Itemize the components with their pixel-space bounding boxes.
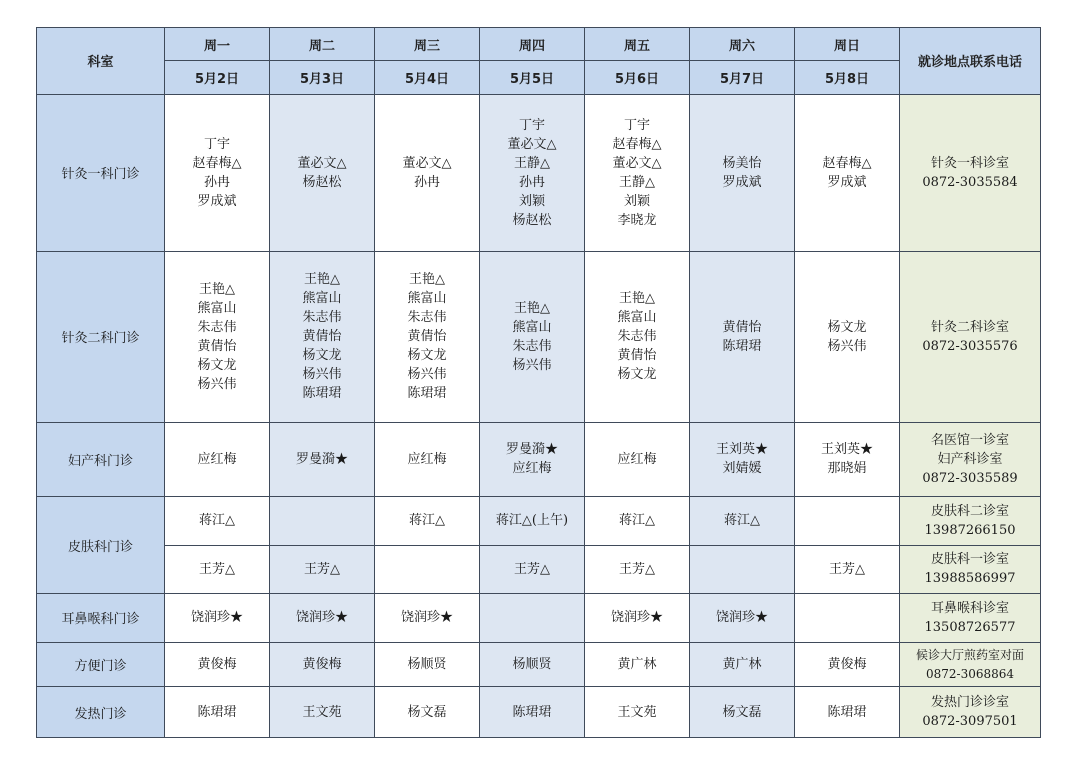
location-cell: [900, 545, 1041, 594]
schedule-cell: [165, 94, 270, 251]
schedule-cell: [375, 422, 480, 496]
schedule-cell: [690, 251, 795, 422]
doctor-name: 罗成斌: [197, 193, 237, 209]
location-cell: [900, 496, 1041, 545]
schedule-cell: 蒋江△: [375, 496, 480, 545]
schedule-cell: 陈珺珺: [795, 687, 900, 738]
clinic-location: 针灸一科诊室: [930, 155, 1009, 171]
location-cell: [900, 251, 1041, 422]
location-cell: [900, 594, 1041, 643]
schedule-cell: [480, 94, 585, 251]
schedule-cell: 饶润珍★: [270, 594, 375, 643]
schedule-cell: 蒋江△(上午): [480, 496, 585, 545]
weekday-header: 周日: [795, 28, 900, 61]
date-header: 5月2日: [165, 61, 270, 94]
date-header: 5月4日: [375, 61, 480, 94]
date-header: 5月8日: [795, 61, 900, 94]
doctor-name: 熊富山: [617, 310, 657, 326]
clinic-location: 候诊大厅煎药室对面: [915, 647, 1024, 662]
schedule-cell: 王文苑: [585, 687, 690, 738]
weekday-header: 周一: [165, 28, 270, 61]
dept-name: 皮肤科门诊: [37, 496, 165, 593]
schedule-cell: [270, 422, 375, 496]
contact-phone: 13988586997: [924, 571, 1016, 587]
doctor-name: 黄倩怡: [722, 319, 762, 335]
clinic-location: 妇产科诊室: [937, 451, 1003, 467]
schedule-row: [37, 496, 1041, 545]
weekday-header: 周四: [480, 28, 585, 61]
doctor-name: 应红梅: [197, 451, 237, 467]
schedule-row: [37, 251, 1041, 422]
schedule-cell: [585, 422, 690, 496]
date-header: 5月6日: [585, 61, 690, 94]
schedule-cell: [585, 251, 690, 422]
schedule-row: [37, 687, 1041, 738]
schedule-cell: 黄俊梅: [270, 642, 375, 687]
date-header: 5月5日: [480, 61, 585, 94]
schedule-cell: [480, 422, 585, 496]
contact-phone: 0872-3068864: [925, 666, 1015, 681]
date-header: 5月3日: [270, 61, 375, 94]
schedule-cell: 饶润珍★: [585, 594, 690, 643]
schedule-cell: [165, 422, 270, 496]
dept-name: 针灸一科门诊: [37, 94, 165, 251]
doctor-name: 丁宇: [623, 117, 650, 133]
doctor-name: 陈珺珺: [722, 338, 762, 354]
doctor-name: 赵春梅△: [612, 136, 662, 152]
schedule-cell: [795, 496, 900, 545]
doctor-name: 王刘英★: [715, 442, 768, 458]
schedule-cell: 王文苑: [270, 687, 375, 738]
schedule-cell: 杨顺贤: [375, 642, 480, 687]
doctor-name: 那晓娟: [827, 461, 867, 477]
schedule-cell: [795, 251, 900, 422]
contact-phone: 0872-3035584: [922, 174, 1018, 190]
dept-name: 妇产科门诊: [37, 422, 165, 496]
doctor-name: 王艳△: [619, 291, 655, 307]
doctor-name: 应红梅: [407, 451, 447, 467]
clinic-location: 名医馆一诊室: [930, 432, 1009, 448]
doctor-name: 陈珺珺: [302, 386, 342, 402]
doctor-name: 罗曼漪★: [295, 451, 348, 467]
schedule-cell: 黄俊梅: [795, 642, 900, 687]
doctor-name: 杨文龙: [827, 319, 867, 335]
doctor-name: 丁宇: [203, 136, 230, 152]
schedule-cell: [270, 496, 375, 545]
contact-phone: 0872-3035576: [922, 338, 1018, 354]
contact-phone: 0872-3097501: [922, 714, 1018, 730]
doctor-name: 杨文龙: [197, 357, 237, 373]
doctor-name: 罗成斌: [722, 174, 762, 190]
doctor-name: 杨兴伟: [512, 357, 552, 373]
schedule-cell: 饶润珍★: [375, 594, 480, 643]
contact-header: 就诊地点联系电话: [900, 28, 1041, 95]
schedule-cell: 饶润珍★: [165, 594, 270, 643]
schedule-cell: 蒋江△: [690, 496, 795, 545]
doctor-name: 董必文△: [612, 155, 662, 171]
schedule-cell: 陈珺珺: [165, 687, 270, 738]
clinic-location: 耳鼻喉科诊室: [930, 600, 1009, 616]
doctor-name: 应红梅: [617, 451, 657, 467]
doctor-name: 熊富山: [512, 319, 552, 335]
clinic-location: 发热门诊诊室: [930, 695, 1009, 711]
doctor-name: 董必文△: [297, 155, 347, 171]
doctor-name: 刘颖: [623, 193, 650, 209]
schedule-cell: 王芳△: [480, 545, 585, 594]
schedule-cell: [165, 251, 270, 422]
schedule-cell: 蒋江△: [585, 496, 690, 545]
doctor-name: 陈珺珺: [407, 386, 447, 402]
doctor-name: 董必文△: [402, 155, 452, 171]
schedule-cell: [480, 594, 585, 643]
schedule-cell: [690, 94, 795, 251]
clinic-location: 皮肤科一诊室: [930, 552, 1009, 568]
doctor-name: 朱志伟: [407, 310, 447, 326]
doctor-name: 应红梅: [512, 461, 552, 477]
contact-phone: 0872-3035589: [922, 470, 1018, 486]
doctor-name: 熊富山: [407, 291, 447, 307]
doctor-name: 董必文△: [507, 136, 557, 152]
schedule-cell: [270, 94, 375, 251]
schedule-cell: [375, 251, 480, 422]
clinic-location: 皮肤科二诊室: [930, 503, 1009, 519]
dept-header: 科室: [37, 28, 165, 95]
doctor-name: 刘颖: [518, 193, 545, 209]
doctor-name: 孙冉: [413, 174, 440, 190]
doctor-name: 熊富山: [302, 291, 342, 307]
clinic-location: 针灸二科诊室: [930, 319, 1009, 335]
schedule-row: [37, 545, 1041, 594]
doctor-name: 熊富山: [197, 300, 237, 316]
schedule-cell: [690, 545, 795, 594]
doctor-name: 李晓龙: [617, 212, 657, 228]
doctor-name: 罗成斌: [827, 174, 867, 190]
schedule-row: [37, 422, 1041, 496]
schedule-cell: 王芳△: [165, 545, 270, 594]
schedule-cell: 杨文磊: [690, 687, 795, 738]
doctor-name: 王艳△: [409, 272, 445, 288]
weekday-header: 周三: [375, 28, 480, 61]
contact-phone: 13987266150: [924, 522, 1016, 538]
doctor-name: 丁宇: [518, 117, 545, 133]
weekday-header: 周五: [585, 28, 690, 61]
doctor-name: 罗曼漪★: [505, 442, 558, 458]
schedule-cell: 王芳△: [270, 545, 375, 594]
doctor-name: 杨赵松: [302, 174, 342, 190]
location-cell: [900, 422, 1041, 496]
schedule-cell: [795, 594, 900, 643]
doctor-name: 刘婧媛: [722, 461, 762, 477]
doctor-name: 王刘英★: [820, 442, 873, 458]
schedule-cell: [270, 251, 375, 422]
schedule-cell: [690, 422, 795, 496]
schedule-cell: 蒋江△: [165, 496, 270, 545]
schedule-cell: 王芳△: [585, 545, 690, 594]
doctor-name: 杨文龙: [407, 348, 447, 364]
schedule-cell: [375, 545, 480, 594]
dept-name: 方便门诊: [37, 642, 165, 687]
schedule-cell: 黄俊梅: [165, 642, 270, 687]
weekday-header: 周二: [270, 28, 375, 61]
header-date-row: [37, 61, 1041, 94]
schedule-row: [37, 94, 1041, 251]
doctor-name: 王静△: [619, 174, 655, 190]
date-header: 5月7日: [690, 61, 795, 94]
contact-phone: 13508726577: [924, 619, 1016, 635]
doctor-name: 王艳△: [304, 272, 340, 288]
doctor-name: 黄倩怡: [407, 329, 447, 345]
doctor-name: 朱志伟: [617, 329, 657, 345]
schedule-cell: 杨顺贤: [480, 642, 585, 687]
schedule-cell: 杨文磊: [375, 687, 480, 738]
schedule-row: [37, 642, 1041, 687]
dept-name: 发热门诊: [37, 687, 165, 738]
schedule-cell: [795, 422, 900, 496]
doctor-name: 黄倩怡: [302, 329, 342, 345]
doctor-name: 赵春梅△: [192, 155, 242, 171]
doctor-name: 杨兴伟: [197, 376, 237, 392]
weekday-header: 周六: [690, 28, 795, 61]
doctor-name: 黄倩怡: [197, 338, 237, 354]
doctor-name: 杨兴伟: [827, 338, 867, 354]
doctor-name: 王艳△: [199, 281, 235, 297]
dept-name: 针灸二科门诊: [37, 251, 165, 422]
doctor-name: 孙冉: [518, 174, 545, 190]
doctor-name: 杨兴伟: [407, 367, 447, 383]
doctor-name: 王静△: [514, 155, 550, 171]
doctor-name: 王艳△: [514, 300, 550, 316]
doctor-name: 朱志伟: [512, 338, 552, 354]
location-cell: [900, 687, 1041, 738]
doctor-name: 杨文龙: [617, 367, 657, 383]
schedule-cell: [795, 94, 900, 251]
schedule-cell: 黄广林: [690, 642, 795, 687]
doctor-name: 朱志伟: [197, 319, 237, 335]
header-weekday-row: [37, 28, 1041, 61]
doctor-name: 杨兴伟: [302, 367, 342, 383]
doctor-name: 杨文龙: [302, 348, 342, 364]
doctor-name: 朱志伟: [302, 310, 342, 326]
schedule-cell: [480, 251, 585, 422]
schedule-table: [36, 27, 1041, 738]
doctor-name: 黄倩怡: [617, 348, 657, 364]
schedule-cell: 王芳△: [795, 545, 900, 594]
schedule-cell: [375, 94, 480, 251]
doctor-name: 杨美怡: [722, 155, 762, 171]
schedule-cell: [585, 94, 690, 251]
location-cell: [900, 642, 1041, 687]
location-cell: [900, 94, 1041, 251]
schedule-cell: 陈珺珺: [480, 687, 585, 738]
dept-name: 耳鼻喉科门诊: [37, 594, 165, 643]
doctor-name: 赵春梅△: [822, 155, 872, 171]
schedule-row: [37, 594, 1041, 643]
schedule-cell: 黄广林: [585, 642, 690, 687]
doctor-name: 孙冉: [203, 174, 230, 190]
schedule-cell: 饶润珍★: [690, 594, 795, 643]
doctor-name: 杨赵松: [512, 212, 552, 228]
